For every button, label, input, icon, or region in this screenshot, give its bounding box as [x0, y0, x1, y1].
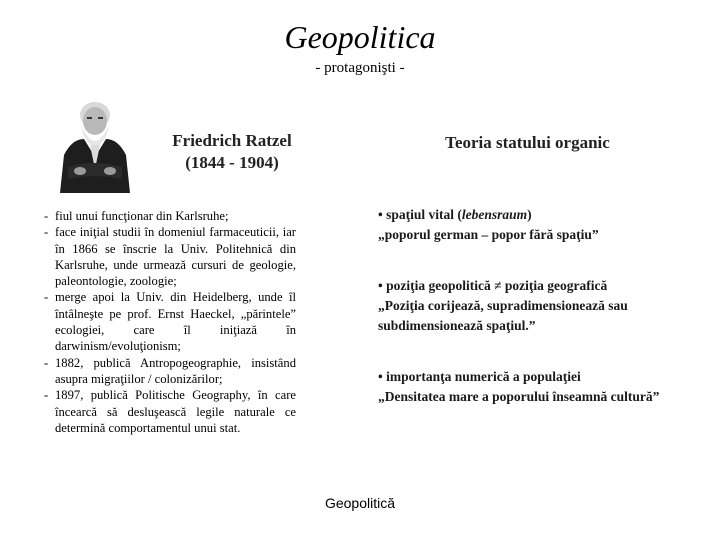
bio-item: - fiul unui funcţionar din Karlsruhe;: [44, 208, 296, 224]
point-text: • spaţiul vital (: [378, 207, 462, 222]
bio-item: - 1897, publică Politische Geography, în care încearcă să desluşească legile naturale ce determină comportamentul unui stat.: [44, 387, 296, 436]
person-name: [152, 130, 312, 174]
slide-subtitle: - protagonişti -: [315, 60, 405, 76]
bio-item: - 1882, publică Antropogeographie, insistând asupra migraţiilor / colonizărilor;: [44, 355, 296, 388]
point-quote: „Poziţia corijează, supradimensionează sau subdimensionează spaţiul.”: [378, 298, 628, 333]
bio-item: - face iniţial studii în domeniul farmaceuticii, iar în 1866 se înscrie la Univ. Politehnică din Karlsruhe, unde urmează cursuri de geologie, paleontologie, zoologie;: [44, 224, 296, 289]
portrait-photo: [50, 95, 140, 193]
theory-points: [378, 205, 680, 438]
point-text: • poziţia geopolitică ≠ poziţia geografică: [378, 278, 608, 293]
point-text-tail: ): [527, 207, 532, 222]
biography-list: [44, 208, 296, 436]
slide-footer: Geopolitică: [324, 495, 396, 511]
bio-item: - merge apoi la Univ. din Heidelberg, unde îl întâlneşte pe prof. Ernst Haeckel, „părintele” ecologiei, care îl iniţiază în darwinism/evoluţionism;: [44, 289, 296, 354]
theory-point: [378, 276, 680, 336]
person-lifespan: (1844 - 1904): [185, 153, 279, 172]
theory-point: [378, 367, 680, 407]
theory-point: [378, 205, 680, 245]
point-term: lebensraum: [461, 207, 528, 222]
slide-title: Geopolitica: [284, 19, 436, 55]
person-name-text: Friedrich Ratzel: [172, 131, 292, 150]
point-quote: „poporul german – popor fără spaţiu”: [378, 227, 599, 242]
point-quote: „Densitatea mare a poporului înseamnă cultură”: [378, 389, 660, 404]
theory-heading: Teoria statului organic: [445, 133, 610, 152]
point-text: • importanţa numerică a populaţiei: [378, 369, 581, 384]
